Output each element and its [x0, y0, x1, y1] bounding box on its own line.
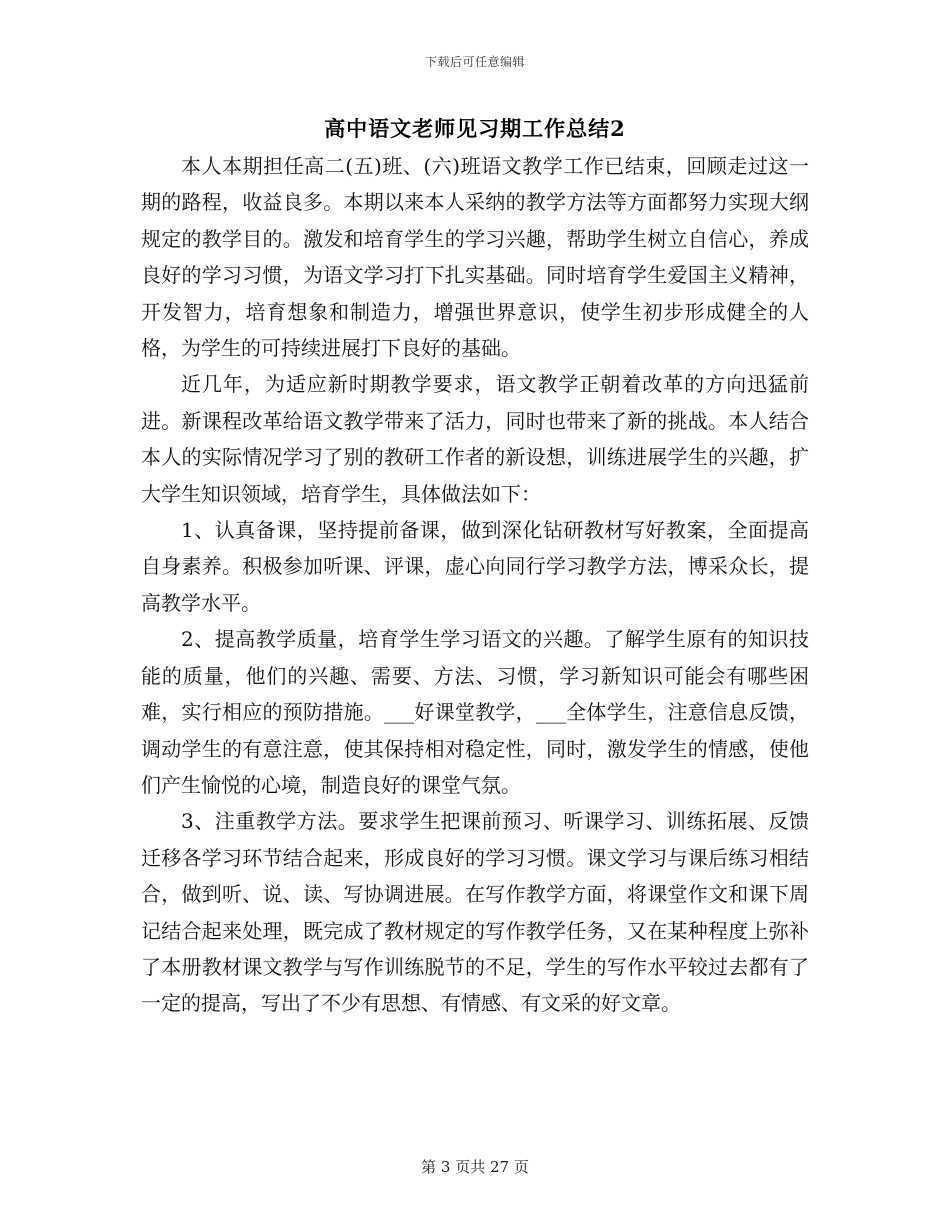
paragraph: 1、认真备课，坚持提前备课，做到深化钻研教材写好教案，全面提高自身素养。积极参加听课、评课，虚心向同行学习教学方法，博采众长，提高教学水平。	[141, 518, 809, 615]
document-title: 高中语文老师见习期工作总结2	[324, 116, 626, 141]
paragraph: 3、注重教学方法。要求学生把课前预习、听课学习、训练拓展、反馈迁移各学习环节结合起来，形成良好的学习习惯。课文学习与课后练习相结合，做到听、说、读、写协调进展。在写作教学方面，将课堂作文和课下周记结合起来处理，既完成了教材规定的写作教学任务，又在某种程度上弥补了本册教材课文教学与写作训练脱节的不足，学生的写作水平较过去都有了一定的提高，写出了不少有思想、有情感、有文采的好文章。	[141, 809, 809, 1016]
paragraph: 2、提高教学质量，培育学生学习语文的兴趣。了解学生原有的知识技能的质量，他们的兴趣、需要、方法、习惯，学习新知识可能会有哪些困难，实行相应的预防措施。___好课堂教学，___全体学生，注意信息反馈，调动学生的有意注意，使其保持相对稳定性，同时，激发学生的情感，使他们产生愉悦的心境，制造良好的课堂气氛。	[141, 627, 809, 797]
paragraph: 近几年，为适应新时期教学要求，语文教学正朝着改革的方向迅猛前进。新课程改革给语文教学带来了活力，同时也带来了新的挑战。本人结合本人的实际情况学习了别的教研工作者的新设想，训练进展学生的兴趣，扩大学生知识领域，培育学生，具体做法如下：	[141, 372, 809, 506]
header-note: 下载后可任意编辑	[424, 55, 525, 69]
paragraph: 本人本期担任高二(五)班、(六)班语文教学工作已结束，回顾走过这一期的路程，收益良多。本期以来本人采纳的教学方法等方面都努力实现大纲规定的教学目的。激发和培育学生的学习兴趣，帮助学生树立自信心，养成良好的学习习惯，为语文学习打下扎实基础。同时培育学生爱国主义精神，开发智力，培育想象和制造力，增强世界意识，使学生初步形成健全的人格，为学生的可持续进展打下良好的基础。	[141, 154, 809, 361]
page-number: 第 3 页共 27 页	[421, 1158, 529, 1176]
document-body	[141, 148, 809, 1022]
